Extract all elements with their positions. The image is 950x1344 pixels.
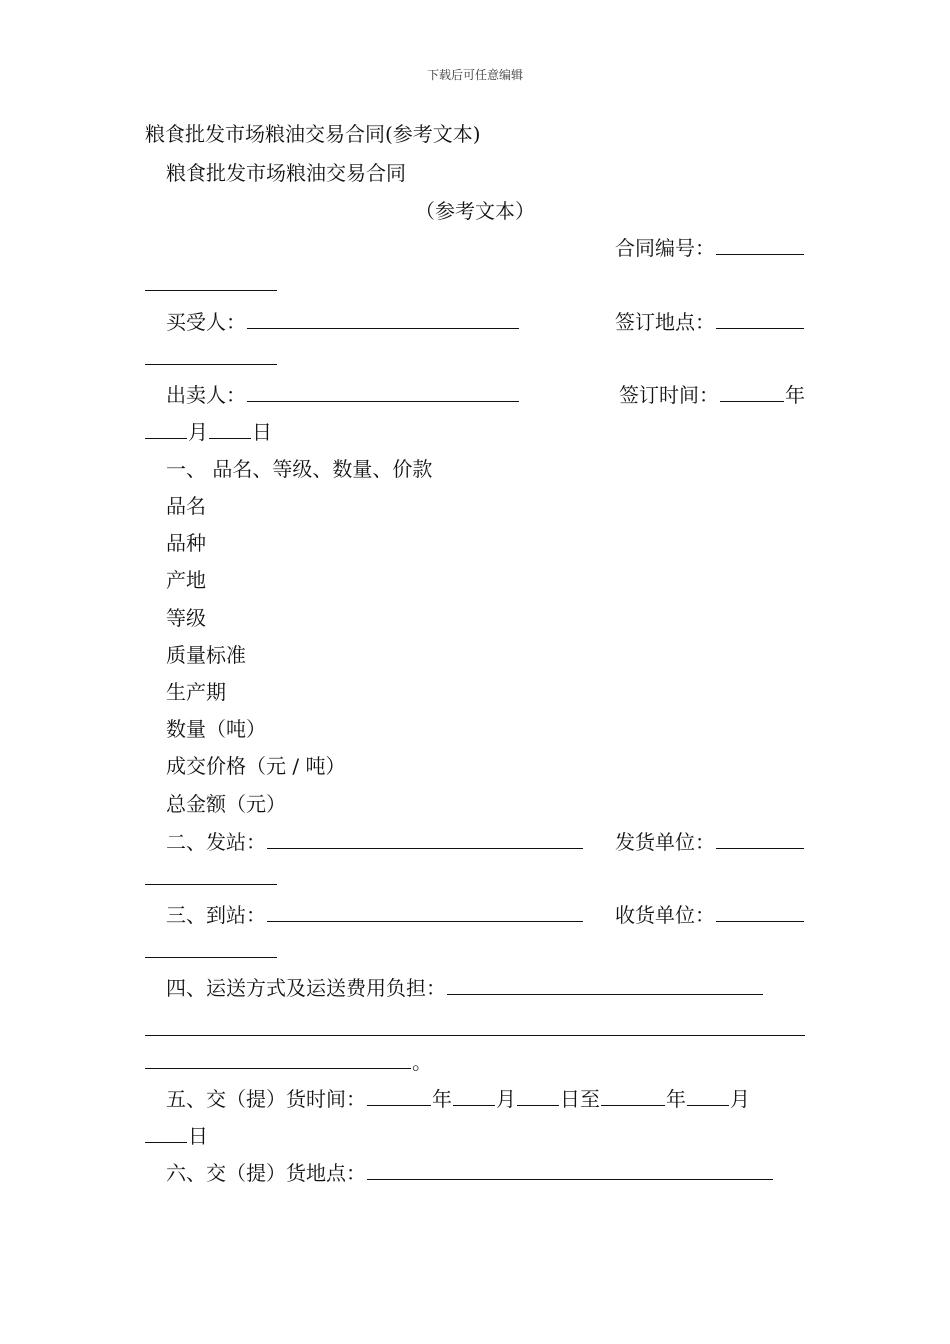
section-5-row bbox=[145, 1081, 805, 1118]
shipper-blank-2[interactable] bbox=[145, 860, 277, 885]
arrival-station-blank[interactable] bbox=[267, 897, 583, 922]
delivery-end-day-blank[interactable] bbox=[145, 1118, 187, 1143]
item-row: 品名 bbox=[166, 494, 206, 518]
year-label: 年 bbox=[666, 1087, 686, 1111]
header-note: 下载后可任意编辑 bbox=[426, 68, 523, 82]
item-row: 成交价格（元 / 吨） bbox=[166, 754, 346, 778]
departure-station-label: 二、发站： bbox=[166, 830, 266, 854]
contract-number-continuation bbox=[145, 266, 805, 303]
contract-number-label: 合同编号： bbox=[615, 236, 715, 260]
delivery-end-year-blank[interactable] bbox=[601, 1081, 665, 1106]
buyer-row bbox=[145, 304, 805, 341]
shipper-blank[interactable] bbox=[716, 824, 804, 849]
buyer-label: 买受人： bbox=[166, 310, 246, 334]
period-mark: 。 bbox=[412, 1050, 432, 1074]
transport-blank-2[interactable] bbox=[145, 1007, 805, 1036]
delivery-start-day-blank[interactable] bbox=[517, 1081, 559, 1106]
shipper-continuation bbox=[145, 860, 805, 897]
day-label: 日 bbox=[188, 1124, 208, 1148]
year-label: 年 bbox=[785, 383, 805, 407]
seller-label: 出卖人： bbox=[166, 383, 246, 407]
delivery-end-day-row bbox=[145, 1118, 805, 1155]
delivery-place-label: 六、交（提）货地点： bbox=[166, 1161, 366, 1185]
seller-row bbox=[145, 377, 805, 414]
sign-place-continuation bbox=[145, 340, 805, 377]
departure-station-blank[interactable] bbox=[267, 824, 583, 849]
contract-subtitle: 粮食批发市场粮油交易合同 bbox=[166, 161, 406, 185]
seller-blank[interactable] bbox=[247, 377, 519, 402]
document-title: 粮食批发市场粮油交易合同(参考文本) bbox=[145, 122, 481, 146]
transport-label: 四、运送方式及运送费用负担： bbox=[166, 976, 446, 1000]
contract-number-blank-2[interactable] bbox=[145, 266, 277, 291]
section-1-heading: 一、 品名、等级、数量、价款 bbox=[166, 457, 433, 481]
delivery-time-label: 五、交（提）货时间： bbox=[166, 1087, 366, 1111]
section-4-row bbox=[145, 970, 805, 1007]
arrival-station-label: 三、到站： bbox=[166, 903, 266, 927]
to-label: 日至 bbox=[560, 1087, 600, 1111]
receiver-blank[interactable] bbox=[716, 897, 804, 922]
sign-month-blank[interactable] bbox=[145, 414, 187, 439]
section-3-row bbox=[145, 897, 805, 934]
item-row: 数量（吨） bbox=[166, 717, 266, 741]
transport-blank-3[interactable] bbox=[145, 1044, 411, 1069]
month-label: 月 bbox=[496, 1087, 516, 1111]
reference-text: （参考文本） bbox=[415, 199, 535, 223]
item-row: 质量标准 bbox=[166, 643, 246, 667]
section-2-row bbox=[145, 824, 805, 861]
section-6-row bbox=[145, 1155, 805, 1192]
item-row: 生产期 bbox=[166, 680, 226, 704]
delivery-end-month-blank[interactable] bbox=[687, 1081, 729, 1106]
transport-blank[interactable] bbox=[447, 970, 763, 995]
sign-place-blank[interactable] bbox=[716, 304, 804, 329]
sign-place-label: 签订地点： bbox=[615, 310, 715, 334]
receiver-blank-2[interactable] bbox=[145, 933, 277, 958]
delivery-place-blank[interactable] bbox=[367, 1155, 773, 1180]
sign-day-blank[interactable] bbox=[209, 414, 251, 439]
sign-date-row bbox=[145, 414, 805, 451]
sign-place-blank-2[interactable] bbox=[145, 340, 277, 365]
transport-continuation bbox=[145, 1007, 805, 1044]
item-row: 产地 bbox=[166, 568, 206, 592]
receiver-label: 收货单位： bbox=[615, 903, 715, 927]
item-row: 等级 bbox=[166, 606, 206, 630]
delivery-start-month-blank[interactable] bbox=[453, 1081, 495, 1106]
sign-year-blank[interactable] bbox=[720, 377, 784, 402]
item-row: 品种 bbox=[166, 531, 206, 555]
item-row: 总金额（元） bbox=[166, 792, 286, 816]
shipper-label: 发货单位： bbox=[615, 830, 715, 854]
year-label: 年 bbox=[432, 1087, 452, 1111]
contract-number-row bbox=[145, 230, 805, 267]
transport-end-row bbox=[145, 1044, 805, 1081]
month-label: 月 bbox=[188, 420, 208, 444]
delivery-start-year-blank[interactable] bbox=[367, 1081, 431, 1106]
month-label: 月 bbox=[730, 1087, 750, 1111]
contract-number-blank[interactable] bbox=[716, 230, 804, 255]
receiver-continuation bbox=[145, 933, 805, 970]
sign-time-label: 签订时间： bbox=[619, 383, 719, 407]
buyer-blank[interactable] bbox=[247, 304, 519, 329]
day-label: 日 bbox=[252, 420, 272, 444]
